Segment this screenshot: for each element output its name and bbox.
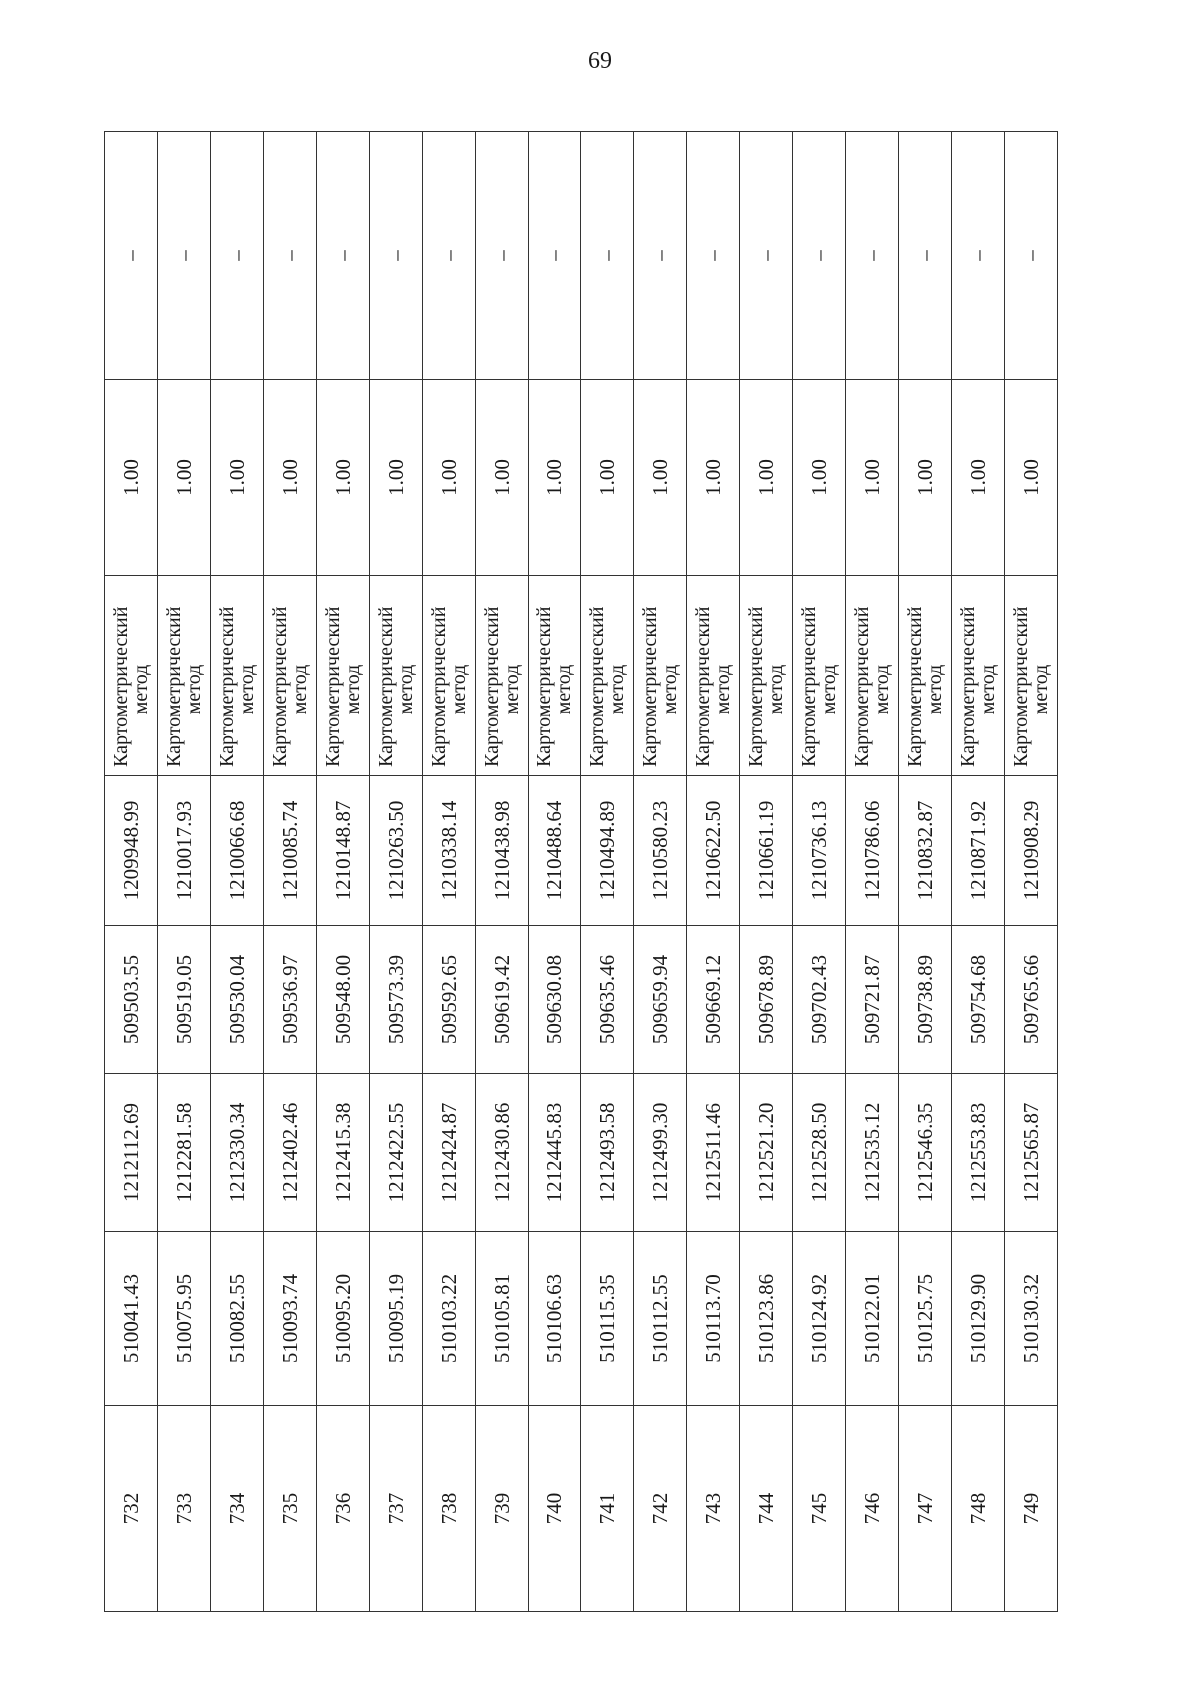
x-coordinate-cell: 510095.19 [369,1232,422,1406]
table-row [263,132,316,1612]
y-coordinate-new-cell: 1210580.23 [634,776,687,926]
note-cell: – [952,132,1005,380]
accuracy-cell: 1.00 [793,380,846,576]
table-row [740,132,793,1612]
y-coordinate-cell: 1212553.83 [952,1074,1005,1232]
method-cell [581,576,634,776]
method-text-line1: Картометрический [904,606,927,767]
table-row [1004,132,1057,1612]
point-number-cell: 743 [687,1406,740,1612]
y-coordinate-cell: 1212521.20 [740,1074,793,1232]
accuracy-cell: 1.00 [1004,380,1057,576]
point-number-cell: 744 [740,1406,793,1612]
point-number-cell: 732 [105,1406,158,1612]
method-text-line2: метод [765,664,788,715]
method-cell [369,576,422,776]
table-row [952,132,1005,1612]
accuracy-cell: 1.00 [952,380,1005,576]
y-coordinate-new-cell: 1210488.64 [528,776,581,926]
point-number-cell: 739 [475,1406,528,1612]
method-text-line2: метод [1029,664,1052,715]
note-cell: – [263,132,316,380]
method-text-line2: метод [447,664,470,715]
accuracy-cell: 1.00 [634,380,687,576]
point-number-cell: 736 [316,1406,369,1612]
table-row [634,132,687,1612]
coordinates-table-body [105,132,1058,1612]
x-coordinate-new-cell: 509573.39 [369,926,422,1074]
table-row [210,132,263,1612]
y-coordinate-cell: 1212565.87 [1004,1074,1057,1232]
x-coordinate-new-cell: 509669.12 [687,926,740,1074]
table-row [793,132,846,1612]
y-coordinate-new-cell: 1210832.87 [899,776,952,926]
method-text-line2: метод [553,664,576,715]
accuracy-cell: 1.00 [422,380,475,576]
x-coordinate-cell: 510106.63 [528,1232,581,1406]
accuracy-cell: 1.00 [157,380,210,576]
y-coordinate-new-cell: 1210438.98 [475,776,528,926]
x-coordinate-cell: 510122.01 [846,1232,899,1406]
page-number: 69 [588,48,612,74]
method-text-line1: Картометрический [956,606,979,767]
table-row [475,132,528,1612]
note-cell: – [316,132,369,380]
y-coordinate-cell: 1212424.87 [422,1074,475,1232]
method-text-line1: Картометрический [798,606,821,767]
point-number-cell: 749 [1004,1406,1057,1612]
note-cell: – [687,132,740,380]
x-coordinate-new-cell: 509619.42 [475,926,528,1074]
x-coordinate-cell: 510125.75 [899,1232,952,1406]
accuracy-cell: 1.00 [105,380,158,576]
coordinates-table [104,131,1058,1612]
accuracy-cell: 1.00 [316,380,369,576]
method-text-line2: метод [659,664,682,715]
table-row [899,132,952,1612]
point-number-cell: 740 [528,1406,581,1612]
method-text-line2: метод [129,664,152,715]
point-number-cell: 747 [899,1406,952,1612]
x-coordinate-cell: 510093.74 [263,1232,316,1406]
method-cell [422,576,475,776]
x-coordinate-new-cell: 509503.55 [105,926,158,1074]
table-row [316,132,369,1612]
y-coordinate-cell: 1212499.30 [634,1074,687,1232]
method-text-line1: Картометрический [692,606,715,767]
y-coordinate-new-cell: 1210661.19 [740,776,793,926]
x-coordinate-cell: 510123.86 [740,1232,793,1406]
method-cell [793,576,846,776]
method-cell [528,576,581,776]
method-text-line1: Картометрический [745,606,768,767]
x-coordinate-cell: 510103.22 [422,1232,475,1406]
method-cell [740,576,793,776]
table-row [105,132,158,1612]
note-cell: – [422,132,475,380]
x-coordinate-new-cell: 509678.89 [740,926,793,1074]
method-text-line1: Картометрический [268,606,291,767]
note-cell: – [1004,132,1057,380]
table-row [369,132,422,1612]
y-coordinate-cell: 1212422.55 [369,1074,422,1232]
note-cell: – [528,132,581,380]
method-text-line2: метод [288,664,311,715]
note-cell: – [846,132,899,380]
y-coordinate-cell: 1212415.38 [316,1074,369,1232]
table-row [157,132,210,1612]
x-coordinate-new-cell: 509519.05 [157,926,210,1074]
method-text-line1: Картометрический [427,606,450,767]
accuracy-cell: 1.00 [687,380,740,576]
y-coordinate-new-cell: 1209948.99 [105,776,158,926]
y-coordinate-cell: 1212281.58 [157,1074,210,1232]
y-coordinate-new-cell: 1210338.14 [422,776,475,926]
y-coordinate-cell: 1212493.58 [581,1074,634,1232]
y-coordinate-new-cell: 1210017.93 [157,776,210,926]
method-cell [105,576,158,776]
method-text-line1: Картометрический [321,606,344,767]
x-coordinate-new-cell: 509592.65 [422,926,475,1074]
method-text-line1: Картометрический [586,606,609,767]
y-coordinate-cell: 1212511.46 [687,1074,740,1232]
table-row [581,132,634,1612]
y-coordinate-cell: 1212528.50 [793,1074,846,1232]
method-cell [316,576,369,776]
x-coordinate-cell: 510124.92 [793,1232,846,1406]
y-coordinate-new-cell: 1210263.50 [369,776,422,926]
method-text-line1: Картометрический [480,606,503,767]
method-text-line1: Картометрический [109,606,132,767]
point-number-cell: 734 [210,1406,263,1612]
y-coordinate-new-cell: 1210786.06 [846,776,899,926]
point-number-cell: 741 [581,1406,634,1612]
note-cell: – [793,132,846,380]
x-coordinate-cell: 510115.35 [581,1232,634,1406]
method-cell [952,576,1005,776]
y-coordinate-cell: 1212535.12 [846,1074,899,1232]
x-coordinate-cell: 510105.81 [475,1232,528,1406]
method-text-line2: метод [712,664,735,715]
accuracy-cell: 1.00 [899,380,952,576]
point-number-cell: 742 [634,1406,687,1612]
note-cell: – [157,132,210,380]
x-coordinate-new-cell: 509738.89 [899,926,952,1074]
note-cell: – [634,132,687,380]
method-text-line1: Картометрический [851,606,874,767]
y-coordinate-cell: 1212430.86 [475,1074,528,1232]
y-coordinate-new-cell: 1210066.68 [210,776,263,926]
point-number-cell: 738 [422,1406,475,1612]
accuracy-cell: 1.00 [369,380,422,576]
point-number-cell: 745 [793,1406,846,1612]
point-number-cell: 746 [846,1406,899,1612]
note-cell: – [369,132,422,380]
method-text-line1: Картометрический [1009,606,1032,767]
method-text-line1: Картометрический [215,606,238,767]
method-text-line2: метод [341,664,364,715]
method-cell [899,576,952,776]
y-coordinate-cell: 1212112.69 [105,1074,158,1232]
point-number-cell: 735 [263,1406,316,1612]
table-row [687,132,740,1612]
note-cell: – [210,132,263,380]
accuracy-cell: 1.00 [528,380,581,576]
accuracy-cell: 1.00 [263,380,316,576]
x-coordinate-cell: 510129.90 [952,1232,1005,1406]
method-cell [210,576,263,776]
x-coordinate-new-cell: 509702.43 [793,926,846,1074]
x-coordinate-new-cell: 509721.87 [846,926,899,1074]
note-cell: – [475,132,528,380]
method-cell [846,576,899,776]
method-text-line2: метод [394,664,417,715]
y-coordinate-new-cell: 1210148.87 [316,776,369,926]
method-text-line1: Картометрический [533,606,556,767]
x-coordinate-new-cell: 509548.00 [316,926,369,1074]
x-coordinate-cell: 510082.55 [210,1232,263,1406]
point-number-cell: 737 [369,1406,422,1612]
method-cell [634,576,687,776]
method-text-line2: метод [818,664,841,715]
y-coordinate-cell: 1212546.35 [899,1074,952,1232]
method-text-line2: метод [235,664,258,715]
method-text-line2: метод [924,664,947,715]
y-coordinate-cell: 1212330.34 [210,1074,263,1232]
x-coordinate-cell: 510130.32 [1004,1232,1057,1406]
y-coordinate-new-cell: 1210871.92 [952,776,1005,926]
y-coordinate-new-cell: 1210736.13 [793,776,846,926]
accuracy-cell: 1.00 [475,380,528,576]
method-text-line1: Картометрический [374,606,397,767]
y-coordinate-new-cell: 1210085.74 [263,776,316,926]
table-row [846,132,899,1612]
point-number-cell: 748 [952,1406,1005,1612]
accuracy-cell: 1.00 [846,380,899,576]
x-coordinate-cell: 510112.55 [634,1232,687,1406]
y-coordinate-cell: 1212445.83 [528,1074,581,1232]
method-text-line2: метод [976,664,999,715]
x-coordinate-cell: 510041.43 [105,1232,158,1406]
y-coordinate-new-cell: 1210494.89 [581,776,634,926]
method-cell [1004,576,1057,776]
rotated-table-wrapper [104,132,1058,1612]
accuracy-cell: 1.00 [740,380,793,576]
x-coordinate-new-cell: 509765.66 [1004,926,1057,1074]
note-cell: – [105,132,158,380]
x-coordinate-new-cell: 509630.08 [528,926,581,1074]
x-coordinate-cell: 510075.95 [157,1232,210,1406]
accuracy-cell: 1.00 [581,380,634,576]
point-number-cell: 733 [157,1406,210,1612]
method-cell [157,576,210,776]
method-text-line2: метод [500,664,523,715]
y-coordinate-new-cell: 1210908.29 [1004,776,1057,926]
y-coordinate-cell: 1212402.46 [263,1074,316,1232]
method-text-line1: Картометрический [639,606,662,767]
x-coordinate-new-cell: 509754.68 [952,926,1005,1074]
method-cell [687,576,740,776]
accuracy-cell: 1.00 [210,380,263,576]
method-text-line2: метод [182,664,205,715]
table-row [528,132,581,1612]
method-cell [263,576,316,776]
x-coordinate-new-cell: 509530.04 [210,926,263,1074]
x-coordinate-new-cell: 509635.46 [581,926,634,1074]
x-coordinate-new-cell: 509659.94 [634,926,687,1074]
x-coordinate-cell: 510095.20 [316,1232,369,1406]
method-text-line2: метод [606,664,629,715]
x-coordinate-cell: 510113.70 [687,1232,740,1406]
x-coordinate-new-cell: 509536.97 [263,926,316,1074]
note-cell: – [581,132,634,380]
note-cell: – [740,132,793,380]
table-row [422,132,475,1612]
method-cell [475,576,528,776]
note-cell: – [899,132,952,380]
method-text-line1: Картометрический [162,606,185,767]
y-coordinate-new-cell: 1210622.50 [687,776,740,926]
method-text-line2: метод [871,664,894,715]
